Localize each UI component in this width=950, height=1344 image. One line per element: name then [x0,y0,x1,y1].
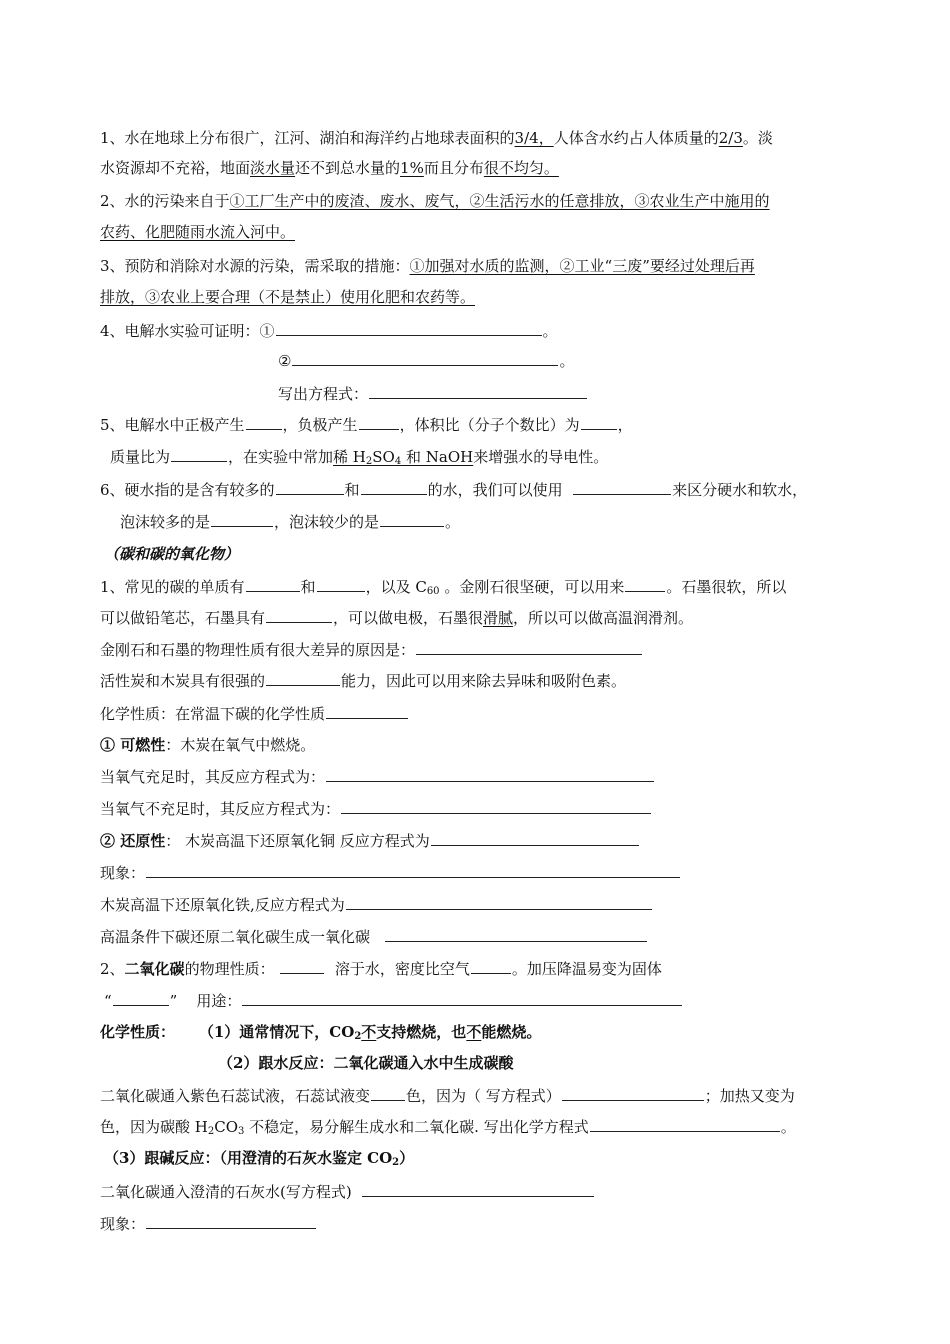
q6-line1: 6、硬水指的是含有较多的 和 的水，我们可以使用 来区分硬水和软水， [100,481,808,499]
c1-line2: 可以做铅笔芯，石墨具有 ，可以做电极，石墨很滑腻，所以可以做高温润滑剂。 [100,609,694,627]
answer-blank[interactable] [113,990,169,1006]
reduction-line: ② 还原性： 木炭高温下还原氧化铜 反应方程式为 [100,830,640,851]
co2-use-line: “ ” 用途： [104,990,683,1011]
answer-blank[interactable] [341,798,651,814]
q3-line2: 排放，③农业上要合理（不是禁止）使用化肥和农药等。 [100,288,476,306]
answer-blank[interactable] [326,766,654,782]
answer-blank[interactable] [146,862,680,878]
q1-line2: 水资源却不充裕，地面淡水量还不到总水量的1%而且分布很不均匀。 [100,159,559,177]
reason-line: 金刚石和石墨的物理性质有很大差异的原因是： [100,639,643,660]
answer-blank[interactable] [346,894,652,910]
answer-blank[interactable] [590,1116,780,1132]
answer-blank[interactable] [317,576,365,592]
answer-blank[interactable] [266,607,332,623]
co2-water-line: （2）跟水反应：二氧化碳通入水中生成碳酸 [218,1054,514,1072]
answer-blank[interactable] [380,511,444,527]
q4-line3: 写出方程式： [278,383,588,404]
co2-phys-line: 2、二氧化碳的物理性质： 溶于水，密度比空气 。加压降温易变为固体 [100,960,662,978]
answer-blank[interactable] [471,958,511,974]
q5-line2: 质量比为 ，在实验中常加稀 $H_2SO_4$ 和 NaOH来增强水的导电性。 [110,448,609,467]
q4-line2: ② 。 [278,352,575,370]
iron-oxide-line: 木炭高温下还原氧化铁,反应方程式为 [100,894,653,915]
co2-chem-line: 化学性质： （1）通常情况下，$CO_2$不支持燃烧，也不能燃烧。 [100,1023,542,1042]
c1-line1: 1、常见的碳的单质有 和 ，以及 $C_{60}$ 。金刚石很坚硬，可以用来 。石墨很软，所以 [100,578,787,597]
answer-blank[interactable] [362,1181,594,1197]
oxygen-enough-line: 当氧气充足时，其反应方程式为： [100,766,655,787]
answer-blank[interactable] [211,511,273,527]
phenomenon-line: 现象： [100,862,681,883]
combustion-line: ① 可燃性：木炭在氧气中燃烧。 [100,736,316,754]
answer-blank[interactable] [146,1213,316,1229]
answer-blank[interactable] [361,479,427,495]
answer-blank[interactable] [562,1085,704,1101]
answer-blank[interactable] [371,1085,405,1101]
answer-blank[interactable] [625,576,665,592]
answer-blank[interactable] [280,958,324,974]
answer-blank[interactable] [276,479,344,495]
q2-line1: 2、水的污染来自于①工厂生产中的废渣、废水、废气，②生活污水的任意排放，③农业生产中施用的 [100,192,770,210]
q4-line1: 4、电解水实验可证明：① 。 [100,322,558,340]
q1-line1: 1、水在地球上分布很广，江河、湖泊和海洋约占地球表面积的3/4，人体含水约占人体质量的2/3。淡 [100,129,773,147]
answer-blank[interactable] [246,576,300,592]
answer-blank[interactable] [359,414,399,430]
answer-blank[interactable] [326,703,408,719]
q6-line2: 泡沫较多的是 ，泡沫较少的是 。 [120,513,461,531]
answer-blank[interactable] [581,414,617,430]
limewater-line: 二氧化碳通入澄清的石灰水(写方程式) [100,1181,595,1202]
answer-blank[interactable] [242,990,682,1006]
answer-blank[interactable] [431,830,639,846]
answer-blank[interactable] [573,479,671,495]
answer-blank[interactable] [416,639,642,655]
decompose-line: 色，因为碳酸 $H_2CO_3$ 不稳定，易分解生成水和二氧化碳. 写出化学方程式 。 [100,1118,796,1137]
answer-blank[interactable] [385,926,647,942]
answer-blank[interactable] [292,350,558,366]
adsorb-line: 活性炭和木炭具有很强的 能力，因此可以用来除去异味和吸附色素。 [100,672,627,690]
answer-blank[interactable] [171,446,227,462]
answer-blank[interactable] [266,670,340,686]
section-heading-carbon: （碳和碳的氧化物） [104,545,240,563]
q3-line1: 3、预防和消除对水源的污染，需采取的措施：①加强对水质的监测，②工业“三废”要经过处理后再 [100,257,755,275]
co2-phenomenon-line: 现象： [100,1213,317,1234]
q2-line2: 农药、化肥随雨水流入河中。 [100,223,296,241]
chem-prop-line: 化学性质：在常温下碳的化学性质 [100,703,409,724]
answer-blank[interactable] [276,320,542,336]
answer-blank[interactable] [369,383,587,399]
q5-line1: 5、电解水中正极产生 ，负极产生 ，体积比（分子个数比）为 ， [100,416,633,434]
answer-blank[interactable] [246,414,282,430]
oxygen-insufficient-line: 当氧气不充足时，其反应方程式为： [100,798,652,819]
co2-base-line: （3）跟碱反应：（用澄清的石灰水鉴定 $CO_2$） [104,1149,415,1168]
co-line: 高温条件下碳还原二氧化碳生成一氧化碳 [100,926,648,947]
litmus-line: 二氧化碳通入紫色石蕊试液，石蕊试液变 色，因为（ 写方程式） ；加热又变为 [100,1087,795,1105]
